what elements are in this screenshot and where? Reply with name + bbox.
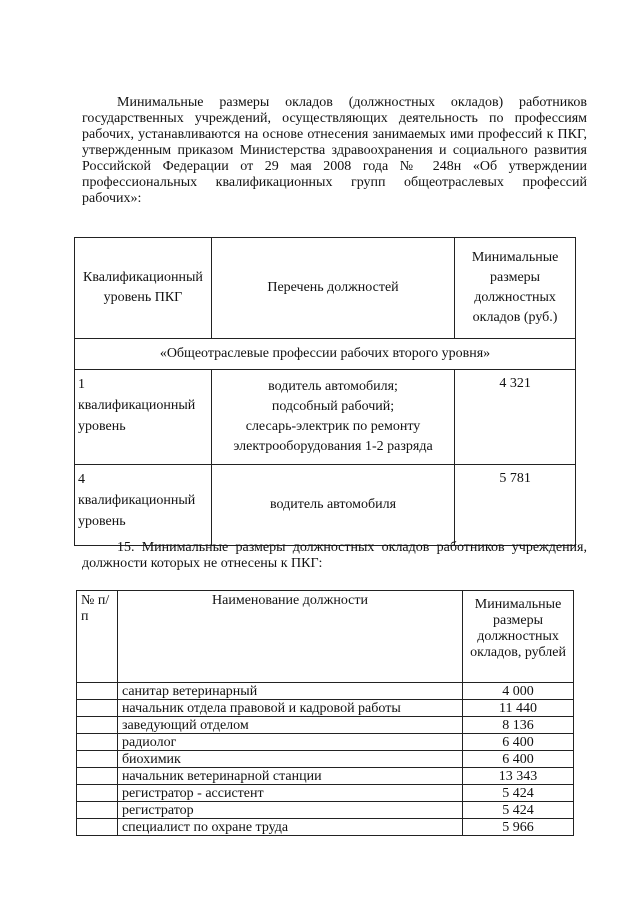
header-positions: Перечень должностей bbox=[211, 238, 454, 339]
salary-cell: 5 781 bbox=[455, 465, 576, 546]
level-number: 1 bbox=[78, 377, 85, 392]
position-name: специалист по охране труда bbox=[117, 819, 462, 836]
group-title: «Общеотраслевые профессии рабочих второго уровня» bbox=[75, 339, 576, 370]
salary-value: 4 000 bbox=[463, 683, 574, 700]
level-cell bbox=[75, 465, 212, 546]
header-salary: Минимальные размеры должностных окладов, рублей bbox=[463, 591, 574, 683]
position-name: радиолог bbox=[117, 734, 462, 751]
table-row bbox=[77, 683, 574, 700]
table-row bbox=[77, 751, 574, 768]
table-row bbox=[75, 465, 576, 546]
group-row bbox=[75, 339, 576, 370]
table-row bbox=[77, 734, 574, 751]
salary-value: 8 136 bbox=[463, 717, 574, 734]
position-name: биохимик bbox=[117, 751, 462, 768]
salary-value: 6 400 bbox=[463, 734, 574, 751]
position-name: заведующий отделом bbox=[117, 717, 462, 734]
row-number bbox=[77, 802, 118, 819]
row-number bbox=[77, 700, 118, 717]
header-number: № п/п bbox=[77, 591, 118, 683]
row-number bbox=[77, 819, 118, 836]
header-level: Квалификационный уровень ПКГ bbox=[75, 238, 212, 339]
row-number bbox=[77, 751, 118, 768]
salary-value: 11 440 bbox=[463, 700, 574, 717]
row-number bbox=[77, 683, 118, 700]
section-15-paragraph: 15. Минимальные размеры должностных окладов работников учреждения, должности которых не отнесены к ПКГ: bbox=[82, 540, 587, 571]
table-row bbox=[75, 370, 576, 465]
position-item: подсобный рабочий; bbox=[271, 399, 395, 414]
pkg-salary-table bbox=[74, 237, 576, 546]
position-name: санитар ветеринарный bbox=[117, 683, 462, 700]
position-name: начальник ветеринарной станции bbox=[117, 768, 462, 785]
table-header-row bbox=[77, 591, 574, 683]
salary-value: 5 424 bbox=[463, 802, 574, 819]
table-row bbox=[77, 819, 574, 836]
level-cell bbox=[75, 370, 212, 465]
staff-salary-table bbox=[76, 590, 574, 836]
salary-value: 13 343 bbox=[463, 768, 574, 785]
position-item: электрооборудования 1-2 разряда bbox=[233, 439, 433, 454]
salary-value: 5 966 bbox=[463, 819, 574, 836]
level-number: 4 bbox=[78, 472, 85, 487]
salary-value: 6 400 bbox=[463, 751, 574, 768]
table-row bbox=[77, 802, 574, 819]
salary-value: 5 424 bbox=[463, 785, 574, 802]
header-salary: Минимальные размеры должностных окладов (руб.) bbox=[455, 238, 576, 339]
table-row bbox=[77, 700, 574, 717]
position-name: начальник отдела правовой и кадровой работы bbox=[117, 700, 462, 717]
intro-paragraph: Минимальные размеры окладов (должностных окладов) работников государственных учреждений, осуществляющих деятельность по профессиям рабочих, устанавливаются на основе отнесения занимаемых ими профессий к ПКГ, утвержденным приказом Министерства здравоохранения и социального развития Российской Федерации от 29 мая 2008 года № 248н «Об утверждении профессиональных квалификационных групп общеотраслевых профессий рабочих»: bbox=[82, 95, 587, 206]
position-item: водитель автомобиля bbox=[270, 497, 397, 512]
table-row bbox=[77, 785, 574, 802]
row-number bbox=[77, 785, 118, 802]
level-word: уровень bbox=[78, 514, 126, 529]
level-word: квалификационный bbox=[78, 493, 196, 508]
row-number bbox=[77, 717, 118, 734]
position-name: регистратор bbox=[117, 802, 462, 819]
row-number bbox=[77, 768, 118, 785]
level-word: квалификационный bbox=[78, 398, 196, 413]
positions-cell bbox=[211, 370, 454, 465]
level-word: уровень bbox=[78, 419, 126, 434]
positions-cell bbox=[211, 465, 454, 546]
table-header-row bbox=[75, 238, 576, 339]
row-number bbox=[77, 734, 118, 751]
position-name: регистратор - ассистент bbox=[117, 785, 462, 802]
table-row bbox=[77, 717, 574, 734]
position-item: слесарь-электрик по ремонту bbox=[245, 419, 421, 434]
table-row bbox=[77, 768, 574, 785]
header-position-name: Наименование должности bbox=[117, 591, 462, 683]
salary-cell: 4 321 bbox=[455, 370, 576, 465]
position-item: водитель автомобиля; bbox=[268, 379, 398, 394]
